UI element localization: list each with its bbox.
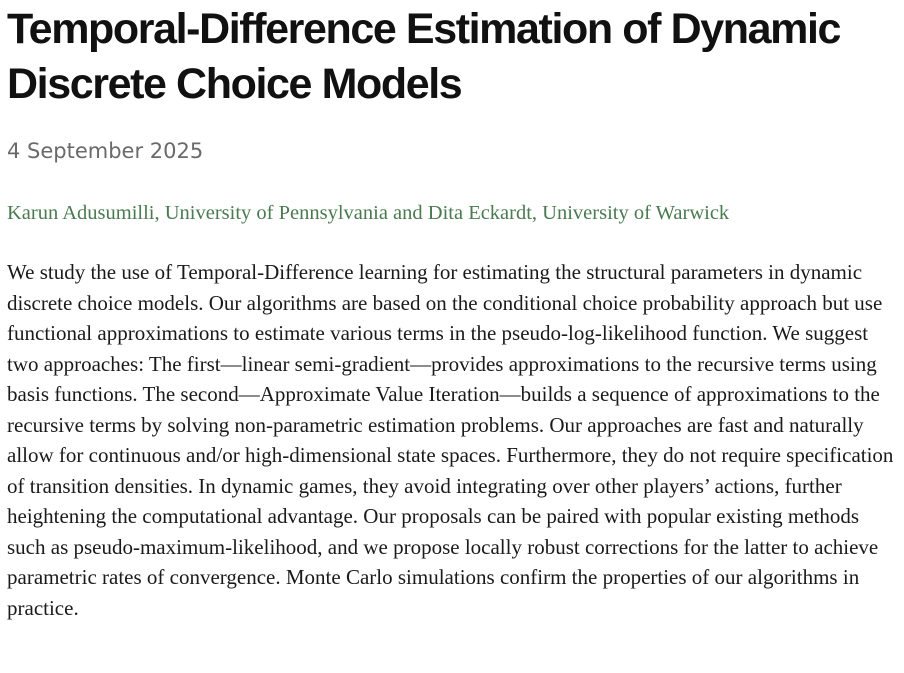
author-list: Karun Adusumilli, University of Pennsylvania and Dita Eckardt, University of Warwick	[7, 202, 730, 224]
publication-date: 4 September 2025	[7, 139, 204, 163]
paper-title: Temporal-Difference Estimation of Dynamic Discrete Choice Models	[7, 5, 841, 108]
abstract-text: We study the use of Temporal-Difference learning for estimating the structural parameters in dynamic discrete choice models. Our algorithms are based on the conditional choice probability approach but use functional approximations to estimate various terms in the pseudo-log-likelihood function. We suggest two approaches: The first—linear semi-gradient—provides approximations to the recursive terms using basis functions. The second—Approximate Value Iteration—builds a sequence of approximations to the recursive terms by solving non-parametric estimation problems. Our approaches are fast and naturally allow for continuous and/or high-dimensional state spaces. Furthermore, they do not require specification of transition densities. In dynamic games, they avoid integrating over other players’ actions, further heightening the computational advantage. Our proposals can be paired with popular existing methods such as pseudo-maximum-likelihood, and we propose locally robust corrections for the latter to achieve parametric rates of convergence. Monte Carlo simulations confirm the properties of our algorithms in practice.	[7, 260, 894, 620]
